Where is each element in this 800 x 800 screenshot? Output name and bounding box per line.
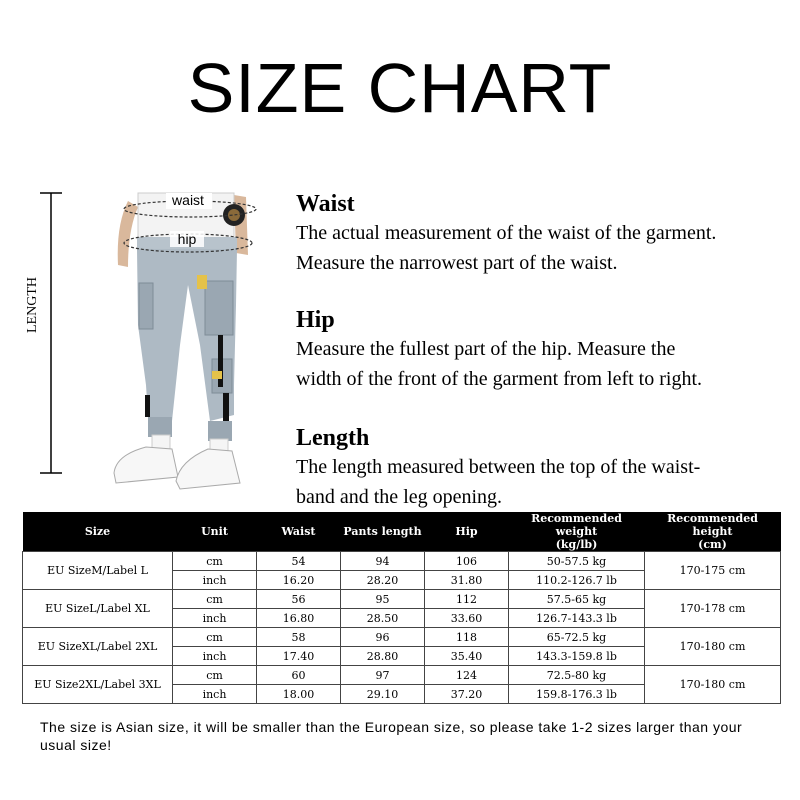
size-name: EU SizeL/Label XL — [23, 590, 173, 628]
length-line-2: band and the leg opening. — [296, 486, 503, 508]
waist-cell: 56 — [257, 590, 341, 609]
pants-length-cell: 28.80 — [341, 647, 425, 666]
waist-heading: Waist — [296, 191, 355, 217]
pants-illustration — [20, 185, 280, 505]
waist-description — [296, 190, 716, 278]
header-size: Size — [23, 512, 173, 552]
waist-cell: 16.20 — [257, 571, 341, 590]
pants-length-cell: 94 — [341, 552, 425, 571]
hip-heading: Hip — [296, 307, 335, 333]
table-row — [23, 590, 781, 609]
size-table — [22, 512, 781, 704]
height-cell: 170-178 cm — [645, 590, 781, 628]
hip-line-1: Measure the fullest part of the hip. Measure the — [296, 338, 676, 360]
length-description — [296, 424, 700, 512]
length-label: LENGTH — [25, 277, 40, 333]
hip-cell: 31.80 — [425, 571, 509, 590]
hip-cell: 124 — [425, 666, 509, 685]
header-weight-main: Recommended weight — [531, 512, 622, 538]
weight-cell: 72.5-80 kg — [509, 666, 645, 685]
unit-cell: cm — [173, 590, 257, 609]
hip-cell: 118 — [425, 628, 509, 647]
length-line-1: The length measured between the top of the waist- — [296, 456, 701, 478]
hip-cell: 112 — [425, 590, 509, 609]
table-header-row — [23, 512, 781, 552]
waist-label: waist — [172, 192, 204, 208]
waist-cell: 60 — [257, 666, 341, 685]
hip-line-2: width of the front of the garment from left to right. — [296, 368, 703, 390]
height-cell: 170-180 cm — [645, 628, 781, 666]
waist-line-1: The actual measurement of the waist of the garment. — [296, 222, 717, 244]
size-name: EU SizeXL/Label 2XL — [23, 628, 173, 666]
waist-cell: 16.80 — [257, 609, 341, 628]
pants-length-cell: 28.20 — [341, 571, 425, 590]
header-waist: Waist — [257, 512, 341, 552]
table-row — [23, 666, 781, 685]
unit-cell: inch — [173, 571, 257, 590]
table-row — [23, 628, 781, 647]
hip-cell: 106 — [425, 552, 509, 571]
pants-length-cell: 97 — [341, 666, 425, 685]
header-height-unit: (cm) — [698, 538, 727, 551]
height-cell: 170-180 cm — [645, 666, 781, 704]
size-note: The size is Asian size, it will be smaller than the European size, so please take 1-2 sizes larger than your usual size! — [40, 719, 743, 753]
length-heading: Length — [296, 425, 370, 451]
weight-cell: 65-72.5 kg — [509, 628, 645, 647]
waist-line-2: Measure the narrowest part of the waist. — [296, 252, 618, 274]
header-hip: Hip — [425, 512, 509, 552]
header-weight — [509, 512, 645, 552]
header-height-main: Recommended height — [667, 512, 758, 538]
unit-cell: cm — [173, 666, 257, 685]
pants-length-cell: 28.50 — [341, 609, 425, 628]
header-height — [645, 512, 781, 552]
waist-cell: 58 — [257, 628, 341, 647]
weight-cell: 143.3-159.8 lb — [509, 647, 645, 666]
header-unit: Unit — [173, 512, 257, 552]
weight-cell: 110.2-126.7 lb — [509, 571, 645, 590]
pants-length-cell: 96 — [341, 628, 425, 647]
size-name: EU SizeM/Label L — [23, 552, 173, 590]
waist-cell: 17.40 — [257, 647, 341, 666]
weight-cell: 159.8-176.3 lb — [509, 685, 645, 704]
height-cell: 170-175 cm — [645, 552, 781, 590]
weight-cell: 126.7-143.3 lb — [509, 609, 645, 628]
unit-cell: inch — [173, 647, 257, 666]
size-name: EU Size2XL/Label 3XL — [23, 666, 173, 704]
header-pants-length: Pants length — [341, 512, 425, 552]
page-title: SIZE CHART — [187, 49, 613, 127]
unit-cell: cm — [173, 552, 257, 571]
weight-cell: 50-57.5 kg — [509, 552, 645, 571]
hip-cell: 35.40 — [425, 647, 509, 666]
hip-description — [296, 306, 702, 394]
hip-cell: 37.20 — [425, 685, 509, 704]
length-ruler — [40, 193, 62, 473]
pants-length-cell: 95 — [341, 590, 425, 609]
hip-label: hip — [177, 231, 197, 247]
unit-cell: inch — [173, 609, 257, 628]
pants-length-cell: 29.10 — [341, 685, 425, 704]
weight-cell: 57.5-65 kg — [509, 590, 645, 609]
header-weight-unit: (kg/lb) — [555, 538, 598, 551]
unit-cell: inch — [173, 685, 257, 704]
hip-cell: 33.60 — [425, 609, 509, 628]
waist-cell: 18.00 — [257, 685, 341, 704]
table-row — [23, 552, 781, 571]
waist-cell: 54 — [257, 552, 341, 571]
unit-cell: cm — [173, 628, 257, 647]
